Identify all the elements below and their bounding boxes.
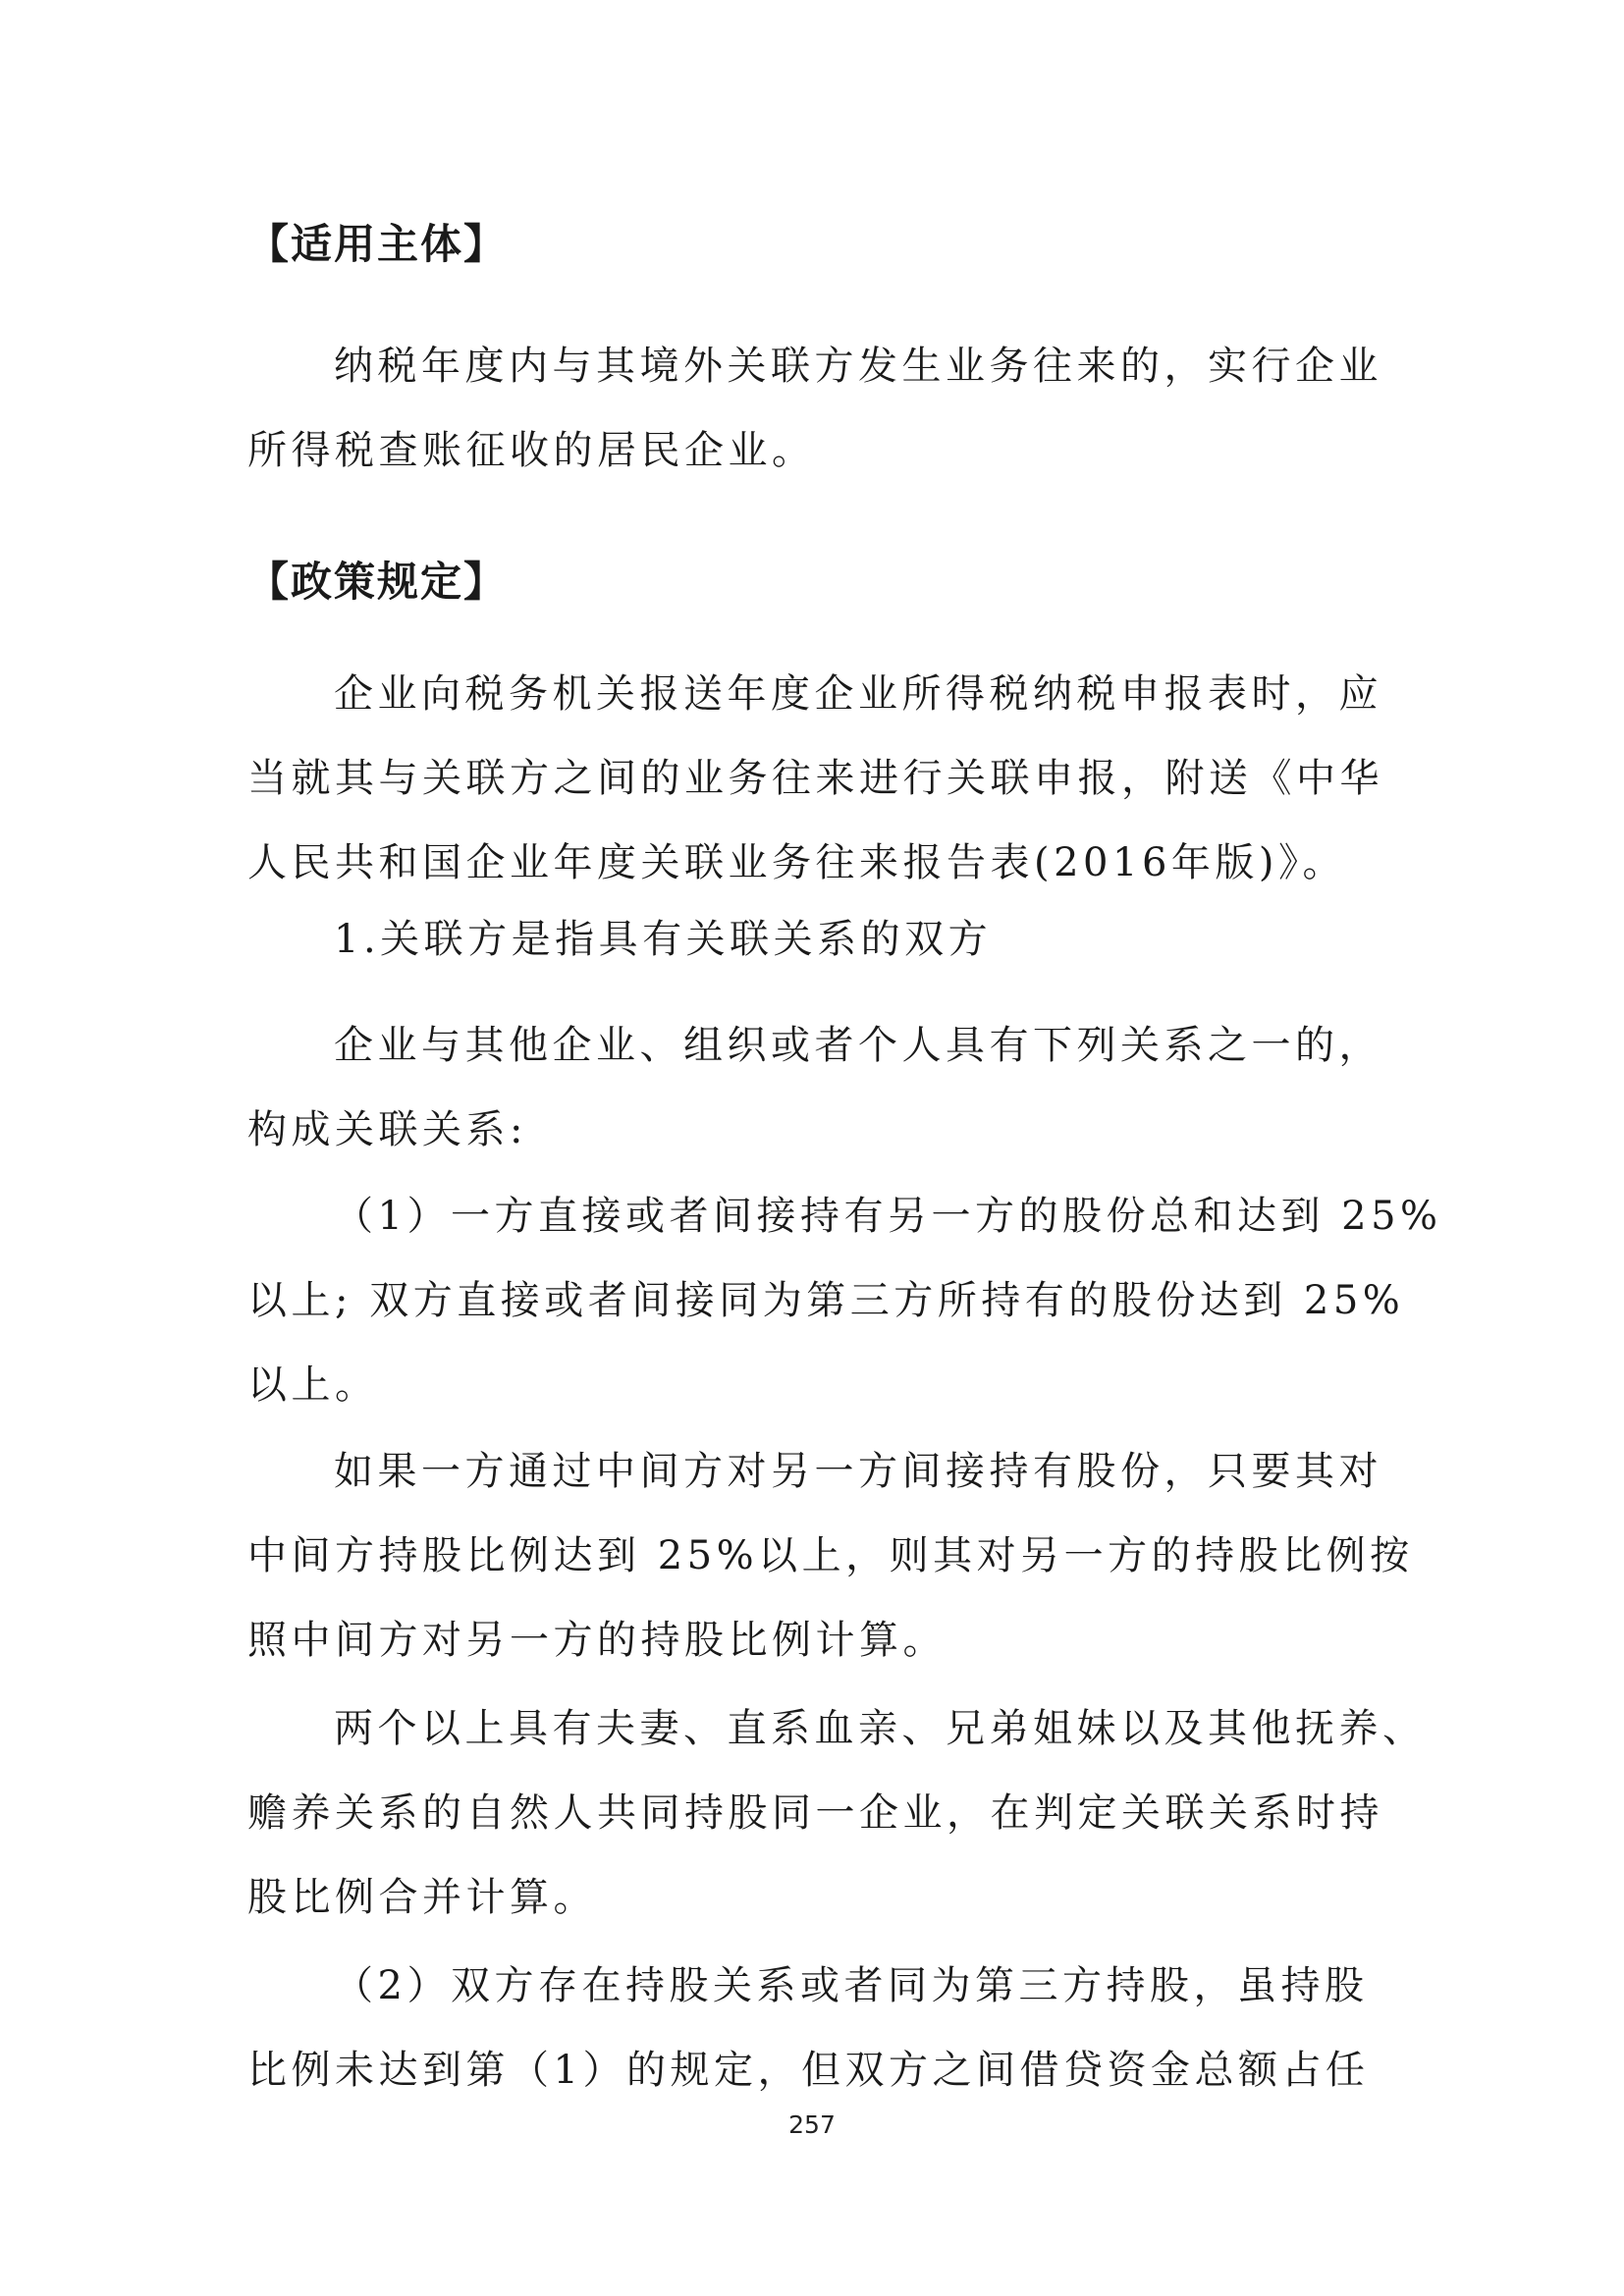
paragraph-applicable-subjects <box>247 324 1386 493</box>
text-line: 纳税年度内与其境外关联方发生业务往来的，实行企业 <box>334 344 1382 389</box>
heading-applicable-subjects: 【适用主体】 <box>247 220 508 268</box>
text-line: 两个以上具有夫妻、直系血亲、兄弟姐妹以及其他抚养、 <box>334 1706 1427 1751</box>
text-line: 中间方持股比例达到 25%以上，则其对另一方的持股比例按 <box>247 1533 1414 1578</box>
paragraph-related-declaration <box>247 652 1386 905</box>
text-line: 股比例合并计算。 <box>247 1875 597 1920</box>
text-line: 构成关联关系: <box>247 1107 527 1152</box>
text-line: 企业与其他企业、组织或者个人具有下列关系之一的， <box>334 1023 1382 1068</box>
text-line: 人民共和国企业年度关联业务往来报告表(2016年版)》。 <box>247 840 1347 885</box>
text-line: （1）一方直接或者间接持有另一方的股份总和达到 25% <box>334 1194 1442 1239</box>
paragraph-related-party-definition <box>247 897 1386 982</box>
text-line: 照中间方对另一方的持股比例计算。 <box>247 1618 947 1663</box>
text-line: 企业向税务机关报送年度企业所得税纳税申报表时，应 <box>334 671 1382 717</box>
paragraph-related-relationship <box>247 1003 1386 1172</box>
text-line: 以上; 双方直接或者间接同为第三方所持有的股份达到 25% <box>247 1278 1405 1323</box>
text-line: 比例未达到第（1）的规定，但双方之间借贷资金总额占任 <box>247 2048 1370 2093</box>
text-line: 当就其与关联方之间的业务往来进行关联申报，附送《中华 <box>247 756 1383 801</box>
text-line: 以上。 <box>247 1362 379 1408</box>
paragraph-family-holding <box>247 1686 1427 1940</box>
paragraph-indirect-holding <box>247 1429 1414 1682</box>
text-line: （2）双方存在持股关系或者同为第三方持股，虽持股 <box>334 1963 1369 2008</box>
text-line: 赡养关系的自然人共同持股同一企业，在判定关联关系时持 <box>247 1790 1383 1836</box>
heading-policy-provisions: 【政策规定】 <box>247 558 508 606</box>
text-line: 1.关联方是指具有关联关系的双方 <box>334 917 993 962</box>
text-line: 如果一方通过中间方对另一方间接持有股份，只要其对 <box>334 1449 1382 1494</box>
page-number: 257 <box>788 2110 836 2139</box>
paragraph-item-2 <box>247 1944 1386 2112</box>
paragraph-item-1 <box>247 1174 1442 1427</box>
text-line: 所得税查账征收的居民企业。 <box>247 428 816 473</box>
